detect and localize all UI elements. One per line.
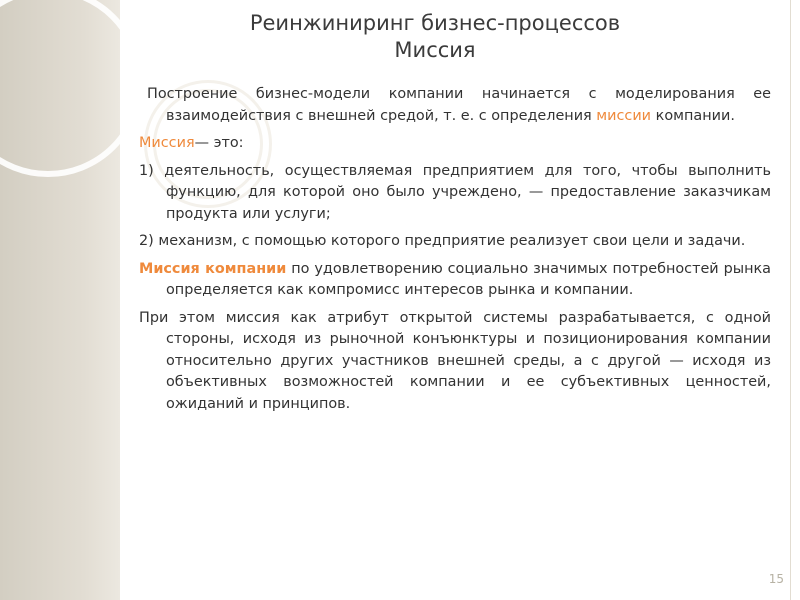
title-line-2: Миссия	[394, 38, 476, 62]
definition-paragraph	[139, 133, 771, 155]
list-item-1: 1) деятельность, осуществляемая предприятием для того, чтобы выполнить функцию, для которой оно было учреждено, — предоставление заказчикам продукта или услуги;	[139, 162, 771, 222]
mission-highlight: миссии	[596, 107, 652, 124]
list-item-2: 2) механизм, с помощью которого предприятие реализует свои цели и задачи.	[139, 233, 746, 249]
closing-paragraph: При этом миссия как атрибут открытой системы разрабатывается, с одной стороны, исходя из рыночной конъюнктуры и позиционирования компании относительно других участников внешней среды, а с другой — исходя из объективных возможностей компании и ее субъективных ценностей, ожиданий и принципов.	[139, 309, 771, 412]
intro-text-before: Построение бизнес-модели компании начинается с моделирования ее взаимодействия с внешней средой, т. е. с определения	[147, 86, 771, 124]
definition-term: Миссия	[139, 135, 195, 151]
company-mission-text: по удовлетворению социально значимых потребностей рынка определяется как компромисс интересов рынка и компании.	[166, 260, 771, 298]
intro-paragraph	[139, 84, 771, 127]
company-mission-term: Миссия компании	[139, 260, 287, 277]
slide-title	[230, 10, 640, 64]
title-line-1: Реинжиниринг бизнес-процессов	[249, 11, 621, 35]
page-number: 15	[768, 572, 784, 586]
company-mission-paragraph	[139, 259, 771, 302]
slide-body	[139, 84, 771, 421]
large-ring-decoration	[0, 0, 140, 174]
intro-text-after: компании.	[651, 107, 735, 124]
definition-text: — это:	[194, 135, 244, 151]
